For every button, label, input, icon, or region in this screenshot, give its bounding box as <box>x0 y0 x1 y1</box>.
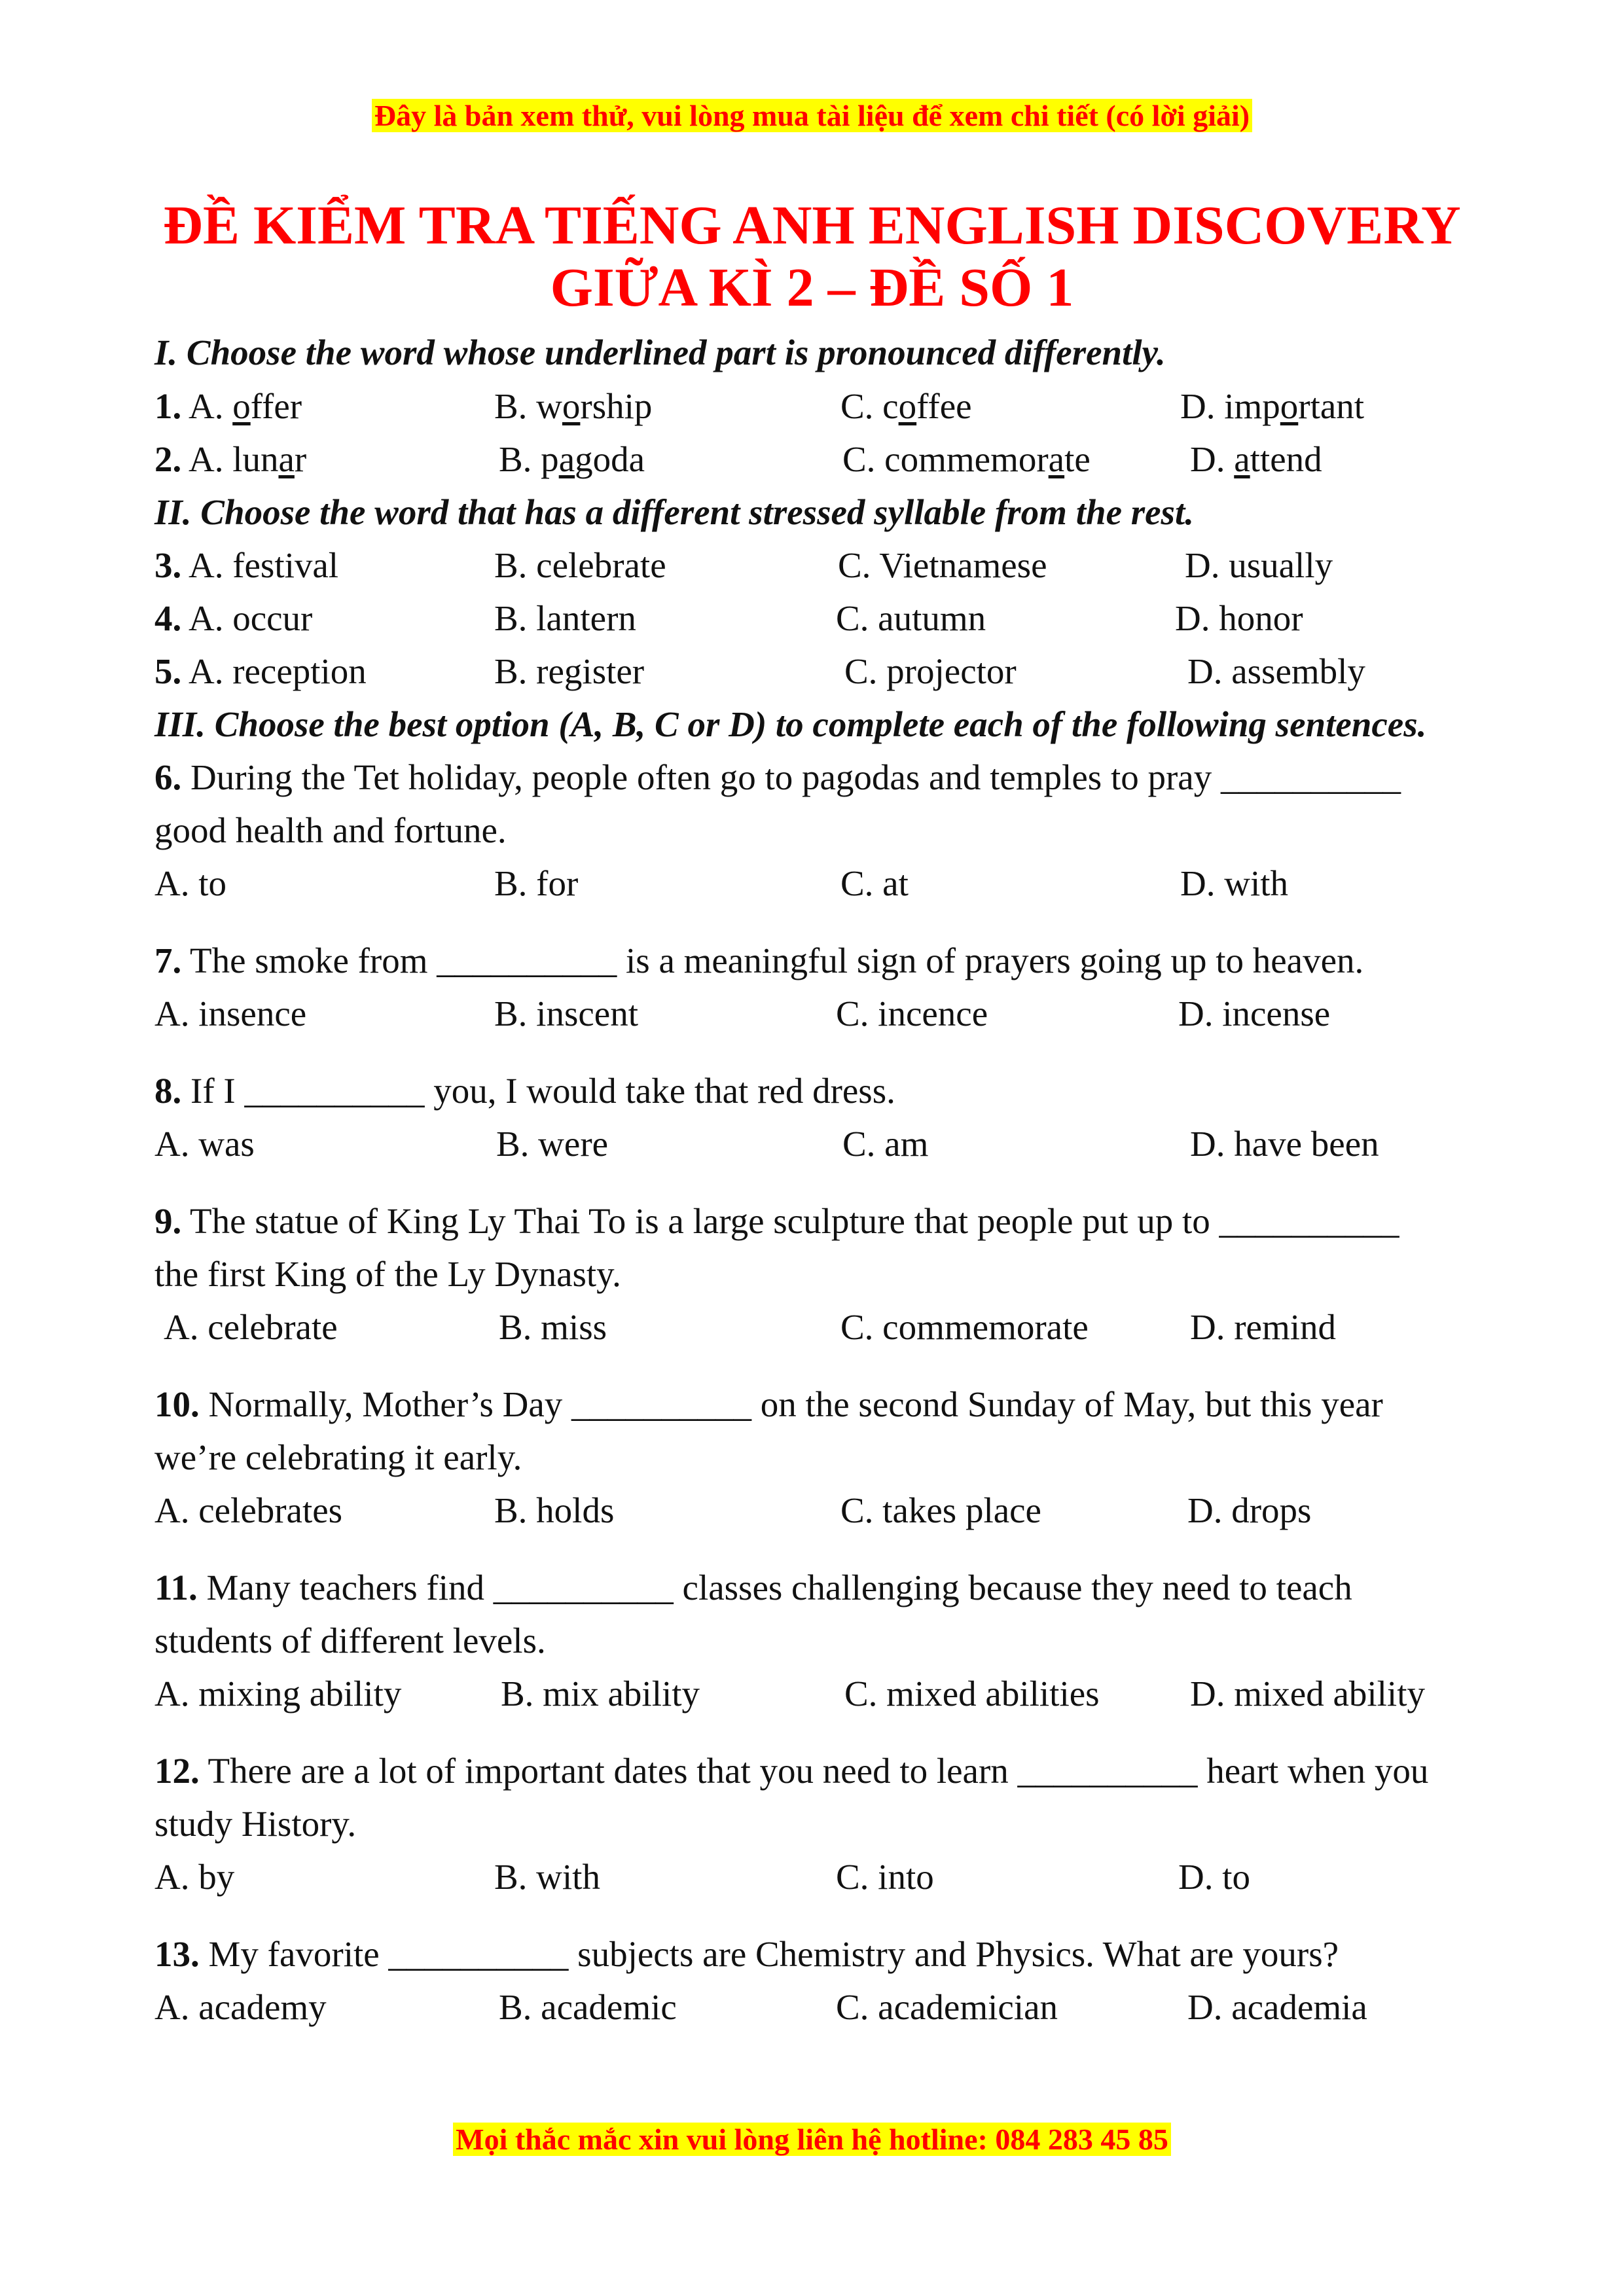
option-a: A. by <box>154 1857 235 1897</box>
option-a: 5. A. reception <box>154 651 367 691</box>
option-a: A. academy <box>154 1987 327 2027</box>
option-c: C. projector <box>844 651 1017 691</box>
option-b: B. inscent <box>494 994 638 1033</box>
option-b: B. register <box>494 651 645 691</box>
section-3-instruction: III. Choose the best option (A, B, C or D) to complete each of the following sentences. <box>154 704 1427 744</box>
question-6-options <box>0 861 1624 906</box>
option-d: D. with <box>1180 863 1288 903</box>
option-d: D. remind <box>1190 1307 1337 1347</box>
option-d: D. important <box>1180 386 1365 426</box>
question-7-text: 7. The smoke from __________ is a meaningful sign of prayers going up to heaven. <box>154 941 1364 980</box>
question-13-options <box>0 1984 1624 2030</box>
option-d: D. incense <box>1178 994 1331 1033</box>
option-c: C. commemorate <box>842 439 1091 479</box>
option-a: 2. A. lunar <box>154 439 307 479</box>
option-b: B. celebrate <box>494 545 666 585</box>
option-a: 1. A. offer <box>154 386 302 426</box>
option-c: C. Vietnamese <box>838 545 1047 585</box>
question-3 <box>0 543 1624 588</box>
option-a: A. celebrates <box>154 1490 343 1530</box>
option-c: C. coffee <box>840 386 972 426</box>
option-c: C. am <box>842 1124 929 1164</box>
question-9-options <box>0 1304 1624 1350</box>
option-c: C. commemorate <box>840 1307 1089 1347</box>
option-b: B. academic <box>499 1987 677 2027</box>
question-8-options <box>0 1121 1624 1167</box>
option-b: B. lantern <box>494 598 636 638</box>
question-9-text: 9. The statue of King Ly Thai To is a large sculpture that people put up to __________ <box>154 1201 1399 1241</box>
exam-title-line1: ĐỀ KIỂM TRA TIẾNG ANH ENGLISH DISCOVERY <box>163 195 1461 256</box>
option-b: B. mix ability <box>501 1674 700 1713</box>
question-7-options <box>0 991 1624 1037</box>
question-6-text: 6. During the Tet holiday, people often go to pagodas and temples to pray __________ <box>154 757 1401 797</box>
option-c: C. academician <box>836 1987 1058 2027</box>
question-10-text-cont: we’re celebrating it early. <box>154 1437 522 1477</box>
option-a: A. insence <box>154 994 307 1033</box>
section-1-instruction: I. Choose the word whose underlined part is pronounced differently. <box>154 332 1166 372</box>
option-a: A. was <box>154 1124 255 1164</box>
section-2-instruction: II. Choose the word that has a different stressed syllable from the rest. <box>154 492 1194 532</box>
question-8-text: 8. If I __________ you, I would take that red dress. <box>154 1071 895 1111</box>
option-b: B. holds <box>494 1490 615 1530</box>
hotline-notice: Mọi thắc mắc xin vui lòng liên hệ hotline: 084 283 45 85 <box>0 2121 1624 2159</box>
option-d: D. mixed ability <box>1190 1674 1425 1713</box>
question-12-text: 12. There are a lot of important dates that you need to learn __________ heart when you <box>154 1751 1429 1791</box>
option-a: 4. A. occur <box>154 598 313 638</box>
option-a: A. celebrate <box>164 1307 338 1347</box>
question-1 <box>0 384 1624 429</box>
question-11-options <box>0 1671 1624 1717</box>
option-c: C. autumn <box>836 598 986 638</box>
option-c: C. into <box>836 1857 934 1897</box>
question-11-text-cont: students of different levels. <box>154 1621 546 1660</box>
question-11-text: 11. Many teachers find __________ classes challenging because they need to teach <box>154 1568 1352 1607</box>
question-6-text-cont: good health and fortune. <box>154 810 507 850</box>
question-10-options <box>0 1488 1624 1534</box>
question-2 <box>0 437 1624 482</box>
option-b: B. were <box>496 1124 609 1164</box>
option-d: D. honor <box>1175 598 1303 638</box>
question-12-text-cont: study History. <box>154 1804 357 1844</box>
option-d: D. have been <box>1190 1124 1379 1164</box>
question-5 <box>0 649 1624 694</box>
question-4 <box>0 596 1624 641</box>
option-d: D. to <box>1178 1857 1250 1897</box>
option-d: D. drops <box>1187 1490 1312 1530</box>
preview-notice: Đây là bản xem thử, vui lòng mua tài liệu để xem chi tiết (có lời giải) <box>0 97 1624 135</box>
option-b: B. miss <box>499 1307 607 1347</box>
option-b: B. with <box>494 1857 600 1897</box>
option-a: A. to <box>154 863 226 903</box>
option-d: D. assembly <box>1187 651 1365 691</box>
question-12-options <box>0 1854 1624 1900</box>
option-b: B. pagoda <box>499 439 645 479</box>
question-10-text: 10. Normally, Mother’s Day __________ on the second Sunday of May, but this year <box>154 1384 1383 1424</box>
option-d: D. attend <box>1190 439 1322 479</box>
option-b: B. worship <box>494 386 653 426</box>
option-a: A. mixing ability <box>154 1674 402 1713</box>
option-d: D. academia <box>1187 1987 1367 2027</box>
option-a: 3. A. festival <box>154 545 339 585</box>
option-c: C. takes place <box>840 1490 1041 1530</box>
option-c: C. incence <box>836 994 988 1033</box>
option-d: D. usually <box>1185 545 1333 585</box>
question-9-text-cont: the first King of the Ly Dynasty. <box>154 1254 621 1294</box>
question-13-text: 13. My favorite __________ subjects are Chemistry and Physics. What are yours? <box>154 1934 1339 1974</box>
exam-title-line2: GIỮA KÌ 2 – ĐỀ SỐ 1 <box>550 257 1074 318</box>
option-c: C. mixed abilities <box>844 1674 1100 1713</box>
option-c: C. at <box>840 863 909 903</box>
option-b: B. for <box>494 863 579 903</box>
